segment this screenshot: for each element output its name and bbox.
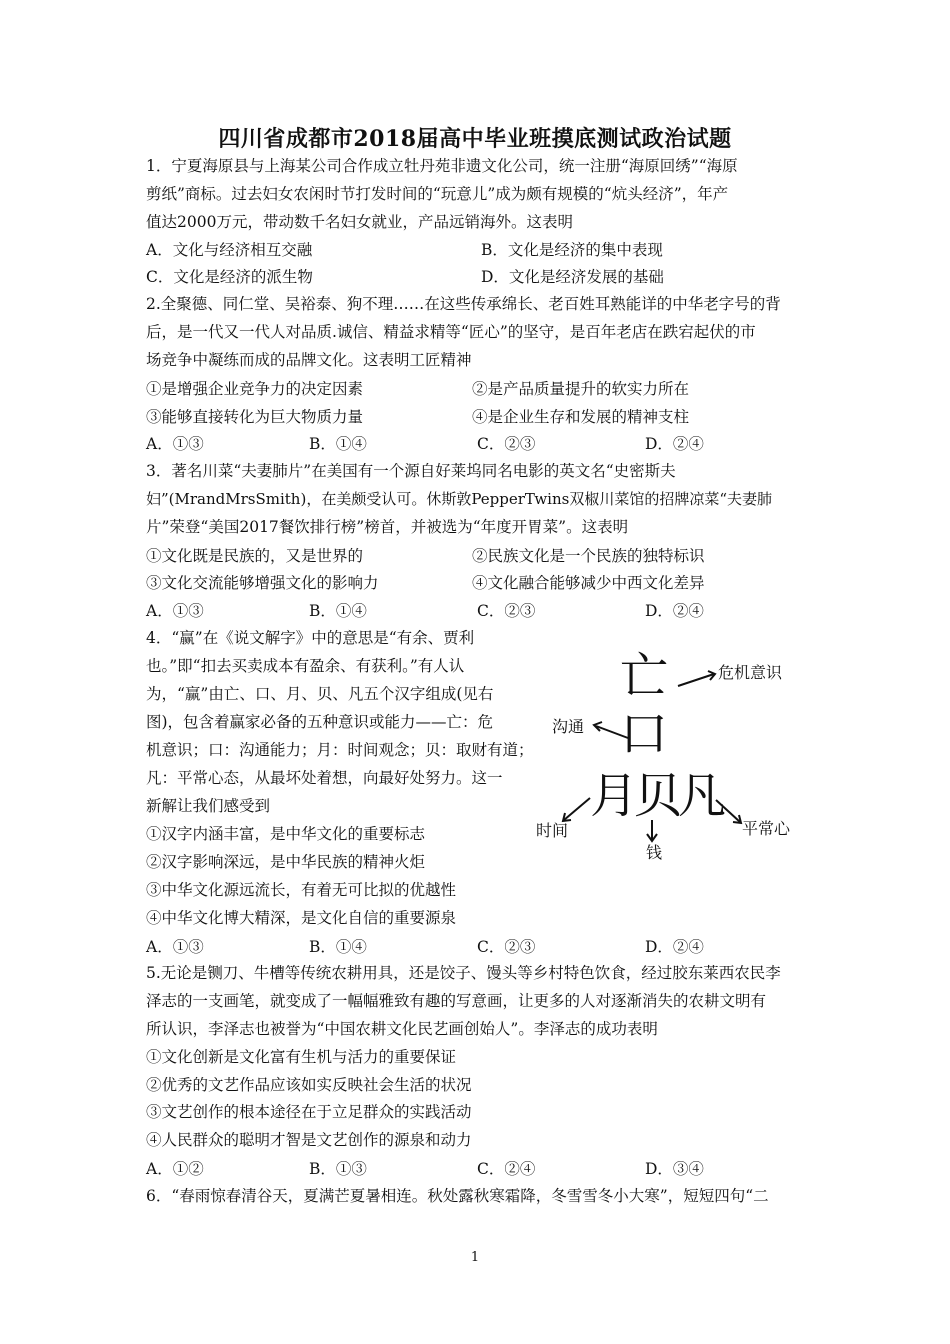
q5-option-b: B．①③ [309, 1160, 367, 1178]
q2-item-3: ③能够直接转化为巨大物质力量 [146, 408, 364, 426]
fig-label-crisis: 危机意识 [718, 663, 783, 682]
q2-line-1: 2.全聚德、同仁堂、吴裕泰、狗不理……在这些传承绵长、老百姓耳熟能详的中华老字号的背 [146, 295, 781, 313]
fig-label-money: 钱 [646, 843, 663, 862]
fig-label-calm: 平常心 [742, 819, 791, 838]
q2-line-3: 场竞争中凝练而成的品牌文化。这表明工匠精神 [146, 351, 472, 369]
fig-label-time: 时间 [536, 821, 569, 840]
q4-option-a: A．①③ [146, 938, 204, 956]
fig-char-fan: 凡 [678, 768, 727, 824]
q1-option-d: D．文化是经济发展的基础 [481, 268, 664, 286]
q1-option-a: A．文化与经济相互交融 [146, 241, 313, 259]
q4-line-2: 也。”即“扣去买卖成本有盈余、有获利。”有人认 [146, 657, 465, 675]
q2-option-b: B．①④ [309, 435, 367, 453]
q5-option-d: D．③④ [645, 1160, 704, 1178]
q4-option-d: D．②④ [645, 938, 704, 956]
q1-option-b: B．文化是经济的集中表现 [481, 241, 663, 259]
q4-item-1: ①汉字内涵丰富，是中华文化的重要标志 [146, 825, 426, 843]
q3-item-2: ②民族文化是一个民族的独特标识 [472, 547, 705, 565]
q1-line-1: 1．宁夏海原县与上海某公司合作成立牡丹苑非遗文化公司，统一注册“海原回绣”“海原 [146, 157, 738, 175]
fig-char-bei: 贝 [634, 768, 683, 824]
q3-option-a: A．①③ [146, 602, 204, 620]
q3-item-4: ④文化融合能够减少中西文化差异 [472, 574, 705, 592]
fig-label-communicate: 沟通 [552, 717, 585, 736]
exam-title: 四川省成都市2018届高中毕业班摸底测试政治试题 [218, 126, 732, 152]
q3-line-1: 3．著名川菜“夫妻肺片”在美国有一个源自好莱坞同名电影的英文名“史密斯夫 [146, 462, 676, 480]
page-number: 1 [470, 1250, 480, 1265]
q4-line-1: 4．“赢”在《说文解字》中的意思是“有余、贾利 [146, 629, 475, 647]
q4-option-c: C．②③ [477, 938, 536, 956]
q3-item-3: ③文化交流能够增强文化的影响力 [146, 574, 379, 592]
q4-line-3: 为，“赢”由亡、口、月、贝、凡五个汉字组成(见右 [146, 685, 494, 703]
q4-option-b: B．①④ [309, 938, 367, 956]
q2-line-2: 后，是一代又一代人对品质.诚信、精益求精等“匠心”的坚守，是百年老店在跌宕起伏的市 [146, 323, 756, 341]
q3-line-2: 妇”(MrandMrsSmith)，在美颇受认可。休斯敦PepperTwins双椒川菜馆的招牌凉菜“夫妻肺 [146, 490, 773, 508]
q5-line-3: 所认识，李泽志也被誉为“中国农耕文化民艺画创始人”。李泽志的成功表明 [146, 1020, 658, 1038]
q3-item-1: ①文化既是民族的，又是世界的 [146, 547, 364, 565]
q4-item-2: ②汉字影响深远，是中华民族的精神火炬 [146, 853, 426, 871]
fig-char-wang: 亡 [620, 648, 669, 704]
q2-item-4: ④是企业生存和发展的精神支柱 [472, 408, 690, 426]
q4-line-5: 机意识；口：沟通能力；月：时间观念；贝：取财有道； [146, 741, 534, 759]
q1-option-c: C．文化是经济的派生物 [146, 268, 313, 286]
q5-item-2: ②优秀的文艺作品应该如实反映社会生活的状况 [146, 1076, 472, 1094]
fig-char-kou: 口 [620, 706, 669, 762]
q5-option-c: C．②④ [477, 1160, 536, 1178]
q4-line-4: 图)，包含着赢家必备的五种意识或能力——亡：危 [146, 713, 494, 731]
q2-item-1: ①是增强企业竞争力的决定因素 [146, 380, 364, 398]
q1-line-2: 剪纸”商标。过去妇女农闲时节打发时间的“玩意儿”成为颇有规模的“炕头经济”，年产 [146, 185, 729, 203]
q6-line-1: 6．“春雨惊春清谷天，夏满芒夏暑相连。秋处露秋寒霜降，冬雪雪冬小大寒”，短短四句“二 [146, 1187, 769, 1205]
q3-option-d: D．②④ [645, 602, 704, 620]
arrow-top [678, 674, 714, 686]
fig-char-yue: 月 [590, 768, 639, 824]
arrow-bottom-left [564, 798, 590, 820]
q4-line-6: 凡：平常心态，从最坏处着想，向最好处努力。这一 [146, 769, 503, 787]
q4-item-3: ③中华文化源远流长，有着无可比拟的优越性 [146, 881, 457, 899]
q5-line-2: 泽志的一支画笔，就变成了一幅幅雅致有趣的写意画，让更多的人对逐渐消失的农耕文明有 [146, 992, 767, 1010]
q2-option-c: C．②③ [477, 435, 536, 453]
q5-item-1: ①文化创新是文化富有生机与活力的重要保证 [146, 1048, 457, 1066]
q5-line-1: 5.无论是铡刀、牛槽等传统农耕用具，还是饺子、馒头等乡村特色饮食，经过胶东莱西农民李 [146, 964, 781, 982]
q2-option-a: A．①③ [146, 435, 204, 453]
ying-character-figure [528, 640, 798, 870]
q3-option-c: C．②③ [477, 602, 536, 620]
q2-item-2: ②是产品质量提升的软实力所在 [472, 380, 690, 398]
q3-option-b: B．①④ [309, 602, 367, 620]
q4-line-7: 新解让我们感受到 [146, 797, 271, 815]
q5-item-3: ③文艺创作的根本途径在于立足群众的实践活动 [146, 1103, 472, 1121]
q2-option-d: D．②④ [645, 435, 704, 453]
q5-option-a: A．①② [146, 1160, 204, 1178]
q3-line-3: 片”荣登“美国2017餐饮排行榜”榜首，并被选为“年度开胃菜”。这表明 [146, 518, 629, 536]
q1-line-3: 值达2000万元，带动数千名妇女就业，产品远销海外。这表明 [146, 213, 573, 231]
q4-item-4: ④中华文化博大精深，是文化自信的重要源泉 [146, 909, 457, 927]
q5-item-4: ④人民群众的聪明才智是文艺创作的源泉和动力 [146, 1131, 472, 1149]
